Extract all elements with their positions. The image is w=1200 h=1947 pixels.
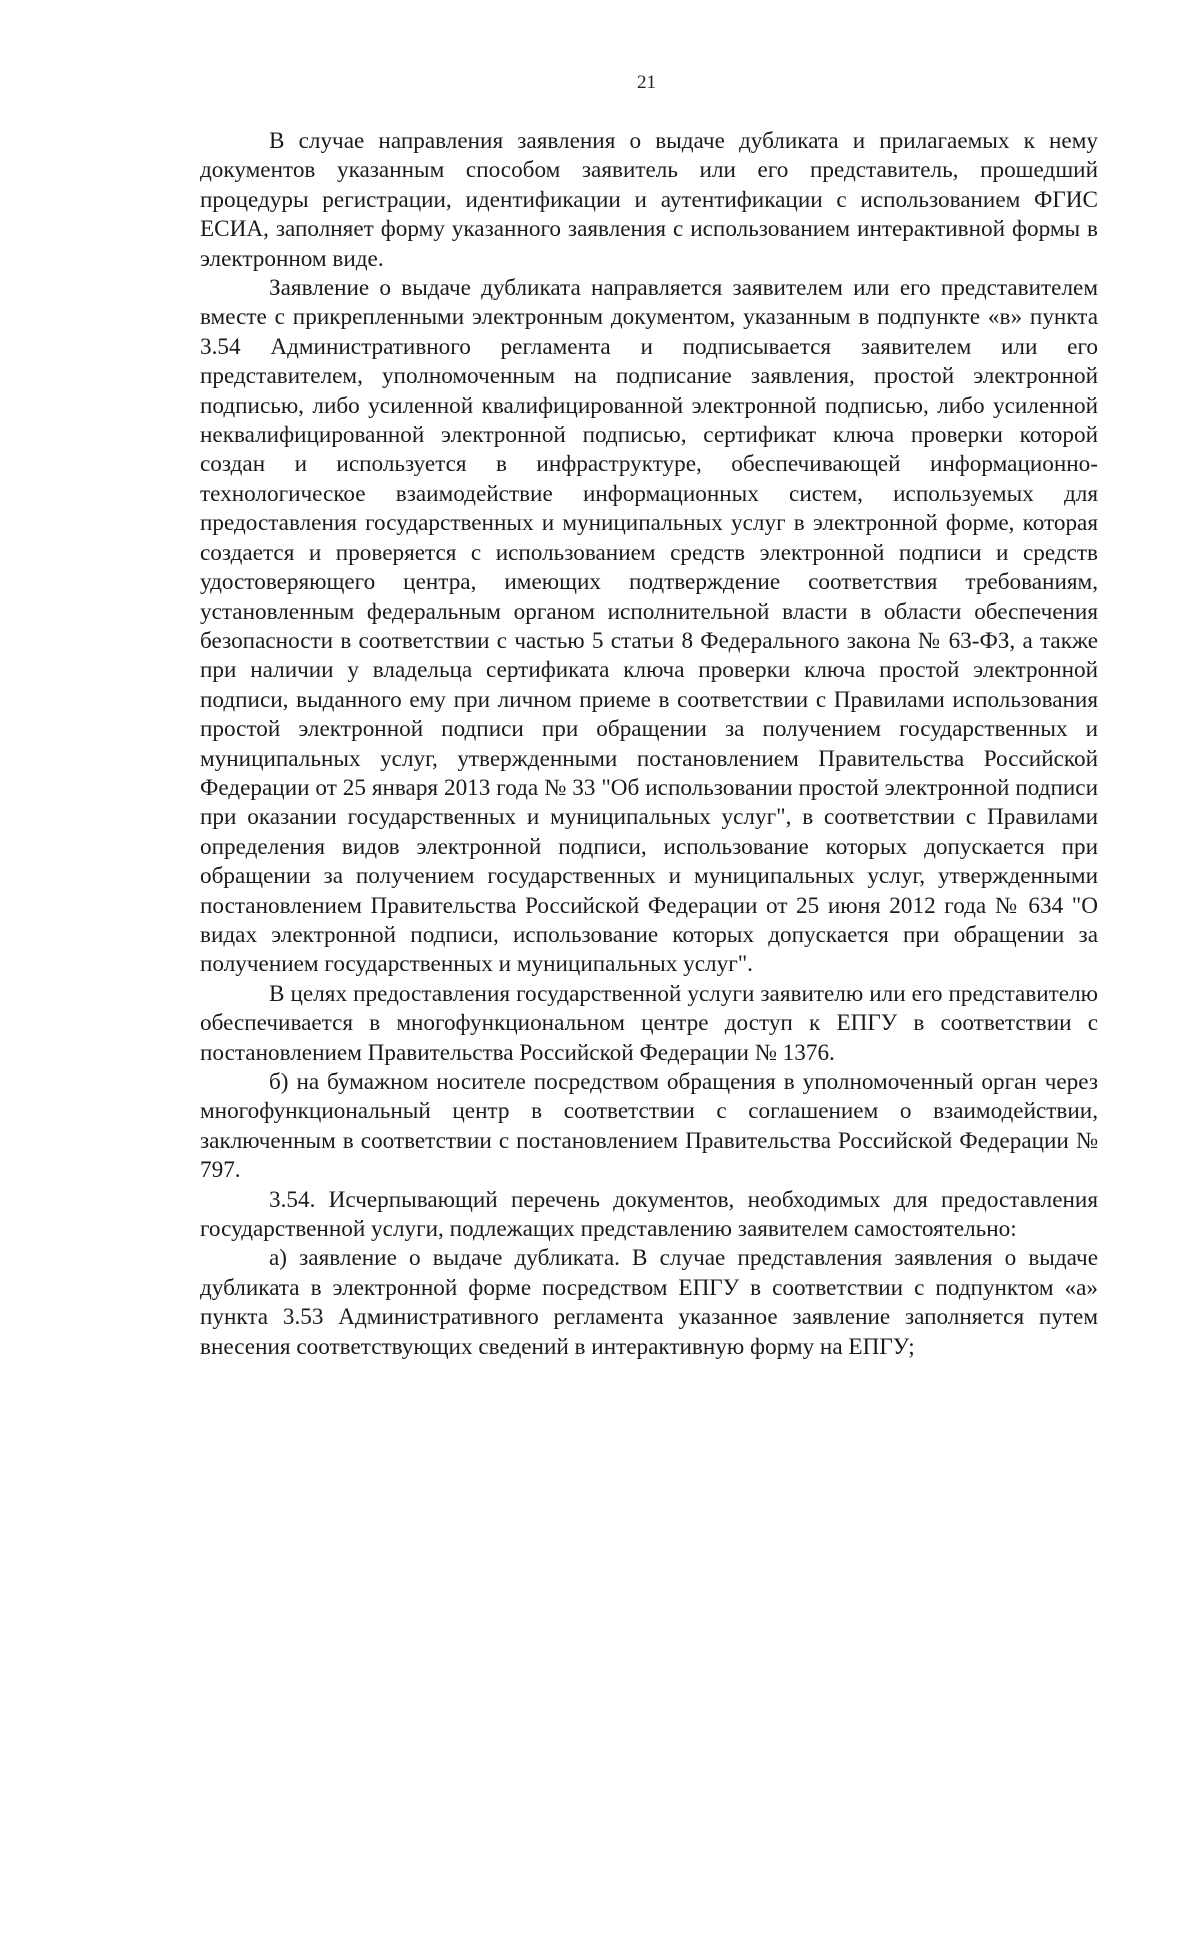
document-body [200,127,1098,1362]
paragraph-duplicate-application: а) заявление о выдаче дубликата. В случае представления заявления о выдаче дубликата в электронной форме посредством ЕПГУ в соответствии с подпунктом «а» пункта 3.53 Административного регламента указанное заявление заполняется путем внесения соответствующих сведений в интерактивную форму на ЕПГУ; [200,1245,1098,1360]
paragraph-epgu-access: В целях предоставления государственной услуги заявителю или его представителю обеспечивается в многофункциональном центре доступ к ЕПГУ в соответствии с постановлением Правительства Российской Федерации № 1376. [200,980,1098,1066]
paragraph-electronic-signature: Заявление о выдаче дубликата направляется заявителем или его представителем вместе с прикрепленными электронным документом, указанным в подпункте «в» пункта 3.54 Административного регламента и подписывается заявителем или его представителем, уполномоченным на подписание заявления, простой электронной подписью, либо усиленной квалифицированной электронной подписью, либо усиленной неквалифицированной электронной подписью, сертификат ключа проверки которой создан и используется в инфраструктуре, обеспечивающей информационно-технологическое взаимодействие информационных систем, используемых для предоставления государственных и муниципальных услуг в электронной форме, которая создается и проверяется с использованием средств электронной подписи и средств удостоверяющего центра, имеющих подтверждение соответствия требованиям, установленным федеральным органом исполнительной власти в области обеспечения безопасности в соответствии с частью 5 статьи 8 Федерального закона № 63-ФЗ, а также при наличии у владельца сертификата ключа проверки ключа простой электронной подписи, выданного ему при личном приеме в соответствии с Правилами использования простой электронной подписи при обращении за получением государственных и муниципальных услуг, утвержденными постановлением Правительства Российской Федерации от 25 января 2013 года № 33 "Об использовании простой электронной подписи при оказании государственных и муниципальных услуг", в соответствии с Правилами определения видов электронной подписи, использование которых допускается при обращении за получением государственных и муниципальных услуг, утвержденными постановлением Правительства Российской Федерации от 25 июня 2012 года № 634 "О видах электронной подписи, использование которых допускается при обращении за получением государственных и муниципальных услуг". [200,275,1098,978]
paragraph-paper-submission: б) на бумажном носителе посредством обращения в уполномоченный орган через многофункциональный центр в соответствии с соглашением о взаимодействии, заключенным в соответствии с постановлением Правительства Российской Федерации № 797. [200,1069,1098,1184]
page-number: 21 [637,72,656,93]
paragraph-documents-list: 3.54. Исчерпывающий перечень документов, необходимых для предоставления государственной услуги, подлежащих представлению заявителем самостоятельно: [200,1186,1098,1243]
paragraph-submission-method: В случае направления заявления о выдаче дубликата и прилагаемых к нему документов указанным способом заявитель или его представитель, прошедший процедуры регистрации, идентификации и аутентификации с использованием ФГИС ЕСИА, заполняет форму указанного заявления с использованием интерактивной формы в электронном виде. [200,128,1098,272]
